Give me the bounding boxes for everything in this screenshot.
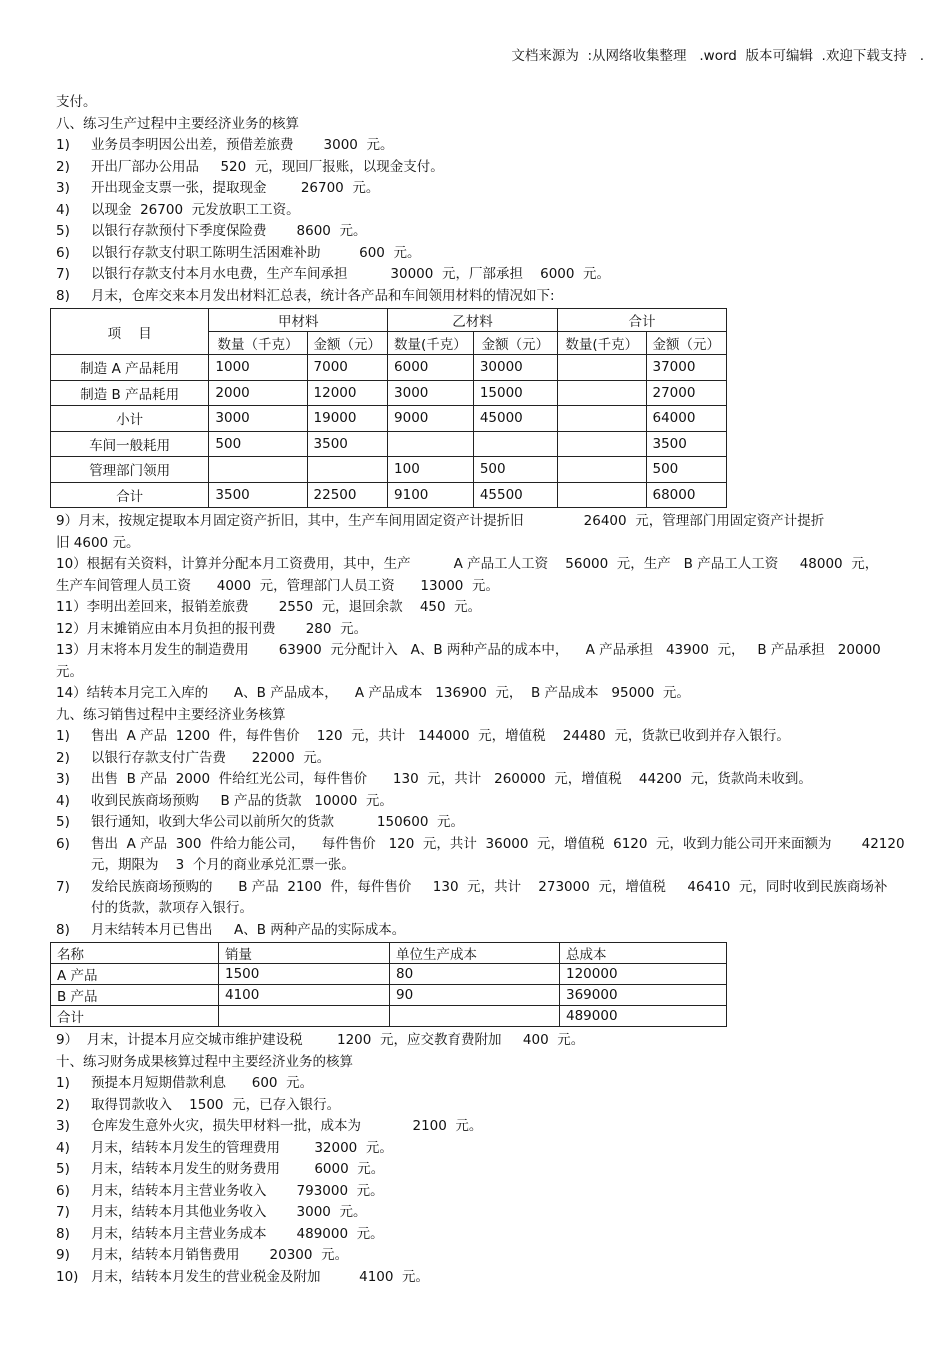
- list-item: 6) 月末，结转本月主营业务收入 793000 元。: [56, 1182, 384, 1199]
- table-header-cell: 总成本: [560, 943, 727, 964]
- table-header-cell: 乙材料: [388, 309, 558, 332]
- table-header-row: [51, 309, 727, 332]
- list-item: 8) 月末，结转本月主营业务成本 489000 元。: [56, 1225, 384, 1242]
- list-item: 10) 月末，结转本月发生的营业税金及附加 4100 元。: [56, 1268, 430, 1285]
- list-item: 1) 售出 A 产品 1200 件，每件售价 120 元，共计 144000 元，增值税 24480 元，货款已收到并存入银行。: [56, 728, 790, 744]
- list-item: 3) 出售 B 产品 2000 件给红光公司，每件售价 130 元，共计 260000 元，增值税 44200 元，货款尚未收到。: [56, 771, 812, 787]
- paragraph: 12）月末摊销应由本月负担的报刊费 280 元。: [56, 620, 368, 637]
- table-row: 合计 489000: [51, 1006, 727, 1027]
- table-row: 车间一般耗用 500 3500 3500: [51, 431, 727, 457]
- list-item: 5) 月末，结转本月发生的财务费用 6000 元。: [56, 1161, 385, 1177]
- list-item: 4) 月末，结转本月发生的管理费用 32000 元。: [56, 1139, 393, 1156]
- section-8-list: [56, 135, 926, 307]
- table-header-cell: 金额（元）: [473, 332, 557, 355]
- table-header-cell: 数量（千克）: [209, 332, 307, 355]
- list-item: 2) 取得罚款收入 1500 元，已存入银行。: [56, 1096, 341, 1113]
- table-header-cell: 销量: [219, 943, 390, 964]
- table-header-cell: 名称: [51, 943, 219, 964]
- table-header-row: [51, 943, 727, 964]
- table-row: A 产品 1500 80 120000: [51, 964, 727, 985]
- section-8-title: 八、练习生产过程中主要经济业务的核算: [56, 115, 299, 132]
- section-9-title: 九、练习销售过程中主要经济业务核算: [56, 706, 286, 723]
- section-10-list: [56, 1073, 926, 1288]
- list-item: 6) 售出 A 产品 300 件给力能公司， 每件售价 120 元，共计 36000 元，增值税 6120 元，收到力能公司开来面额为 42120 元，期限为 3 个月的商业承兑汇票一张。: [56, 835, 905, 873]
- list-item: 2) 开出厂部办公用品 520 元，现回厂报账，以现金支付。: [56, 158, 444, 175]
- list-item: 9) 月末，结转本月销售费用 20300 元。: [56, 1247, 349, 1263]
- table-row: 管理部门领用 100 500 500: [51, 457, 727, 483]
- list-item: 1) 业务员李明因公出差，预借差旅费 3000 元。: [56, 137, 394, 153]
- list-item: 7) 发给民族商场预购的 B 产品 2100 件，每件售价 130 元，共计 273000 元，增值税 46410 元，同时收到民族商场补 付的货款，款项存入银行。: [56, 878, 888, 916]
- table-header-cell: 合计: [558, 309, 727, 332]
- table-row: 小计 3000 19000 9000 45000 64000: [51, 406, 727, 432]
- materials-table: [50, 308, 727, 508]
- paragraph: 9）月末，按规定提取本月固定资产折旧，其中，生产车间用固定资产计提折旧 26400 元，管理部门用固定资产计提折 旧 4600 元。: [56, 513, 825, 551]
- list-item: 2) 以银行存款支付广告费 22000 元。: [56, 749, 331, 766]
- list-item: 7) 月末，结转本月其他业务收入 3000 元。: [56, 1204, 367, 1220]
- document-body: [56, 92, 926, 1288]
- list-item: 6) 以银行存款支付职工陈明生活困难补助 600 元。: [56, 244, 421, 261]
- table-row: 制造 B 产品耗用 2000 12000 3000 15000 27000: [51, 380, 727, 406]
- paragraph: 10）根据有关资料，计算并分配本月工资费用，其中，生产 A 产品工人工资 56000 元，生产 B 产品工人工资 48000 元， 生产车间管理人员工资 4000 元，管理部门人员工资 13000 元。: [56, 556, 879, 594]
- list-item: 7) 以银行存款支付本月水电费，生产车间承担 30000 元，厂部承担 6000 元。: [56, 266, 611, 282]
- list-item: 3) 开出现金支票一张，提取现金 26700 元。: [56, 180, 380, 196]
- paragraph: 14）结转本月完工入库的 A、B 产品成本， A 产品成本 136900 元， B 产品成本 95000 元。: [56, 685, 690, 701]
- continuation-text: 支付。: [56, 94, 97, 110]
- list-item: 1) 预提本月短期借款利息 600 元。: [56, 1075, 314, 1091]
- list-item: 5) 银行通知，收到大华公司以前所欠的货款 150600 元。: [56, 814, 465, 830]
- paragraph: 11）李明出差回来，报销差旅费 2550 元，退回余款 450 元。: [56, 599, 482, 615]
- section-10-title: 十、练习财务成果核算过程中主要经济业务的核算: [56, 1053, 353, 1070]
- table-header-cell: 数量(千克）: [388, 332, 474, 355]
- table-header-cell: 金额（元）: [646, 332, 727, 355]
- list-item: 8) 月末结转本月已售出 A、B 两种产品的实际成本。: [56, 921, 406, 938]
- section-9-list: [56, 726, 926, 941]
- list-item: 3) 仓库发生意外火灾，损失甲材料一批，成本为 2100 元。: [56, 1118, 483, 1134]
- paragraph: 9） 月末，计提本月应交城市维护建设税 1200 元，应交教育费附加 400 元。: [56, 1032, 585, 1048]
- sales-cost-table: [50, 942, 727, 1027]
- list-item: 8) 月末，仓库交来本月发出材料汇总表，统计各产品和车间领用材料的情况如下:: [56, 287, 555, 304]
- list-item: 5) 以银行存款预付下季度保险费 8600 元。: [56, 223, 367, 239]
- table-row: 合计 3500 22500 9100 45500 68000: [51, 482, 727, 508]
- table-row: B 产品 4100 90 369000: [51, 985, 727, 1006]
- list-item: 4) 收到民族商场预购 B 产品的货款 10000 元。: [56, 792, 393, 809]
- table-header-cell: 单位生产成本: [390, 943, 560, 964]
- table-header-cell: 甲材料: [209, 309, 388, 332]
- paragraph: 13）月末将本月发生的制造费用 63900 元分配计入 A、B 两种产品的成本中， A 产品承担 43900 元， B 产品承担 20000 元。: [56, 642, 881, 680]
- table-row: 制造 A 产品耗用 1000 7000 6000 30000 37000: [51, 355, 727, 381]
- page-header-note: 文档来源为 :从网络收集整理 .word 版本可编辑 .欢迎下载支持 .: [511, 48, 924, 64]
- list-item: 4) 以现金 26700 元发放职工工资。: [56, 201, 300, 218]
- table-header-cell: 项 目: [51, 309, 209, 355]
- table-header-cell: 数量(千克）: [558, 332, 646, 355]
- table-header-cell: 金额（元）: [307, 332, 388, 355]
